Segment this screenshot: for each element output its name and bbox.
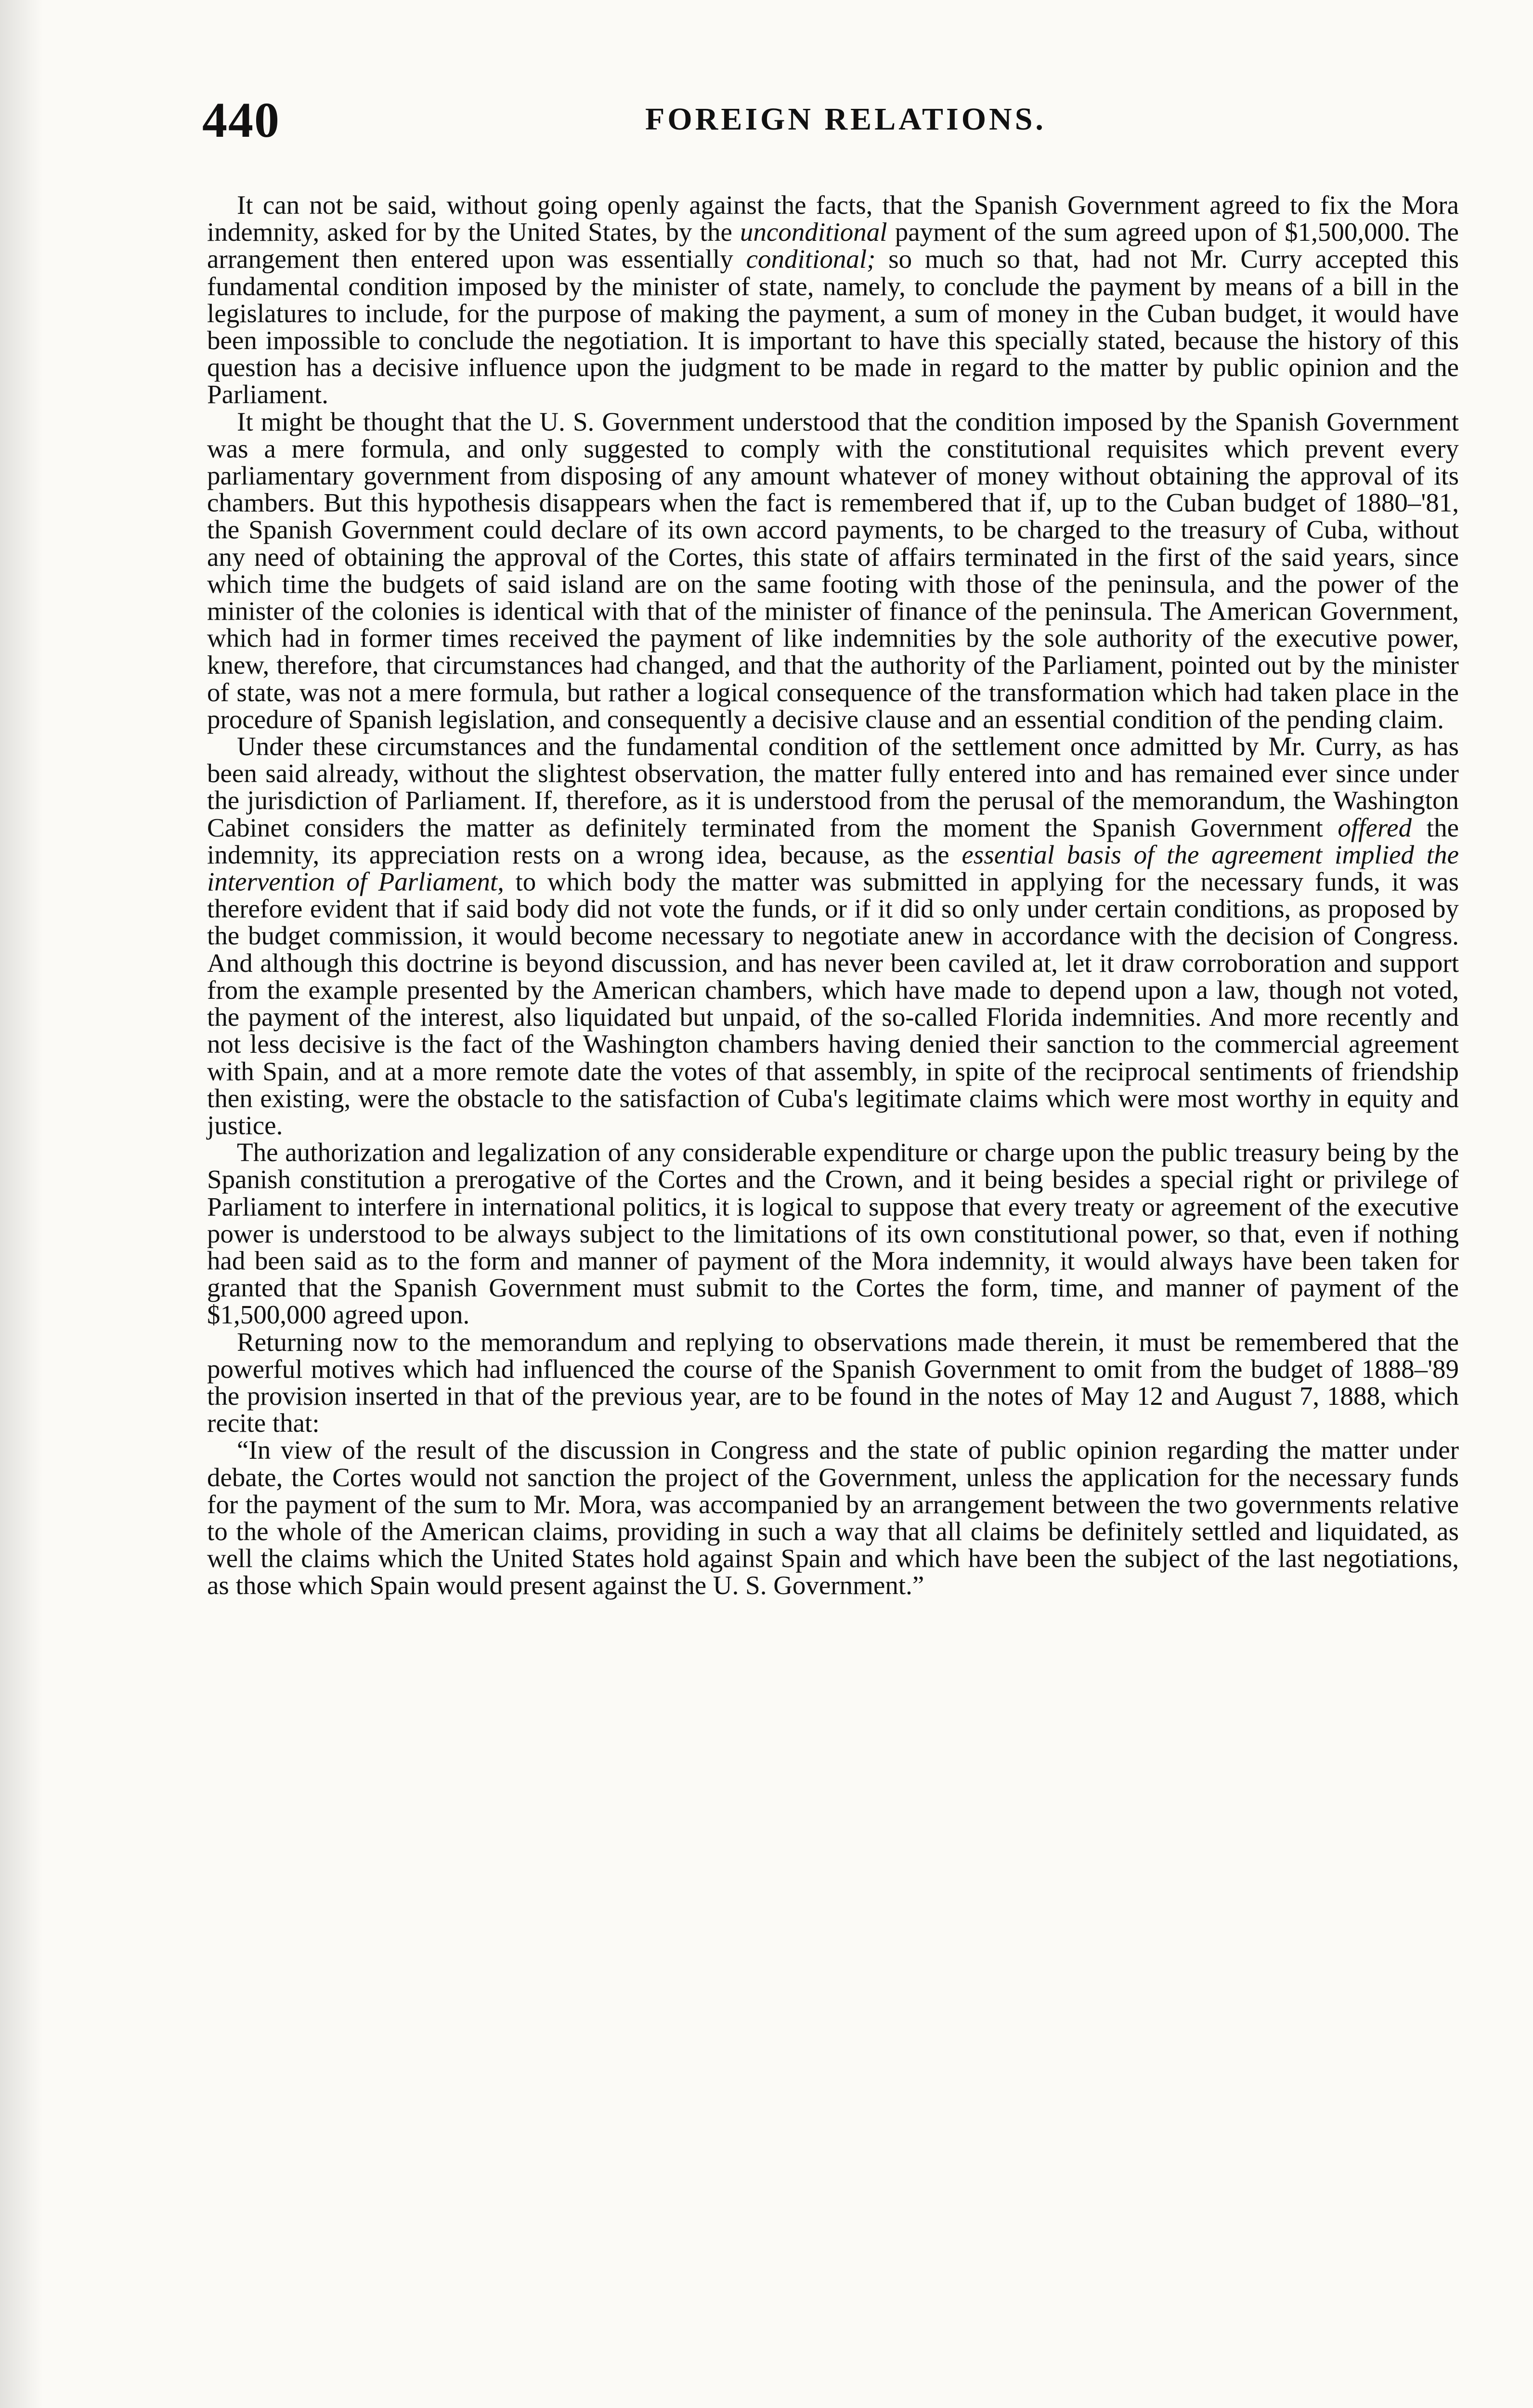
text-run: Under these circumstances and the fundamental condition of the settlement once admitted by Mr. Curry, as has been said already, without the slightest observation, the matter fully entered into and has remained ever since under the jurisdiction of Parliament. If, therefore, as it is understood from the perusal of the memorandum, the Washington Cabinet considers the matter as definitely terminated from the moment the Spanish Government xyxy=(207,732,1459,842)
paragraph xyxy=(207,733,1459,1139)
text-run: Returning now to the memorandum and replying to observations made therein, it must be remembered that the powerful motives which had influenced the course of the Spanish Government to omit from the budget of 1888–'89 the provision inserted in that of the previous year, are to be found in the notes of May 12 and August 7, 1888, which recite that: xyxy=(207,1327,1459,1438)
italic-text: essential basis of the agreement implied the intervention of Parliament, xyxy=(207,839,1459,897)
running-head-title: FOREIGN RELATIONS. xyxy=(645,102,1046,137)
text-run: It might be thought that the U. S. Government understood that the condition imposed by the Spanish Government was a mere formula, and only suggested to comply with the constitutional requisites which prevent every parliamentary government from disposing of any amount whatever of money without obtaining the approval of its chambers. But this hypothesis disappears when the fact is remembered that if, up to the Cuban budget of 1880–'81, the Spanish Government could declare of its own accord payments, to be charged to the treasury of Cuba, without any need of obtaining the approval of the Cortes, this state of affairs terminated in the first of the said years, since which time the budgets of said island are on the same footing with those of the peninsula, and the power of the minister of the colonies is identical with that of the minister of finance of the peninsula. The American Government, which had in former times received the payment of like indemnities by the sole authority of the executive power, knew, therefore, that circumstances had changed, and that the authority of the Parliament, pointed out by the minister of state, was not a mere formula, but rather a logical consequence of the transformation which had taken place in the procedure of Spanish legislation, and consequently a decisive clause and an essential condition of the pending claim. xyxy=(207,406,1459,734)
text-run: “In view of the result of the discussion in Congress and the state of public opinion regarding the matter under debate, the Cortes would not sanction the project of the Government, unless the application for the necessary funds for the payment of the sum to Mr. Mora, was accompanied by an arrangement between the two governments relative to the whole of the American claims, providing in such a way that all claims be definitely settled and liquidated, as well the claims which the United States hold against Spain and which have been the subject of the last negotiations, as those which Spain would present against the U. S. Government.” xyxy=(207,1435,1459,1600)
text-run: The authorization and legalization of any considerable expenditure or charge upon the public treasury being by the Spanish constitution a prerogative of the Cortes and the Crown, and it being besides a special right or privilege of Parliament to interfere in international politics, it is logical to suppose that every treaty or agreement of the executive power is understood to be always subject to the limitations of its own constitutional power, so that, even if nothing had been said as to the form and manner of payment of the Mora indemnity, it would always have been taken for granted that the Spanish Government must submit to the Cortes the form, time, and manner of payment of the $1,500,000 agreed upon. xyxy=(207,1138,1459,1330)
page-number: 440 xyxy=(202,92,280,148)
text-run: so much so that, had not Mr. Curry accepted this fundamental condition imposed by the minister of state, namely, to conclude the payment by means of a bill in the legislatures to include, for the purpose of making the payment, a sum of money in the Cuban budget, it would have been impossible to conclude the negotiation. It is important to have this specially stated, because the history of this question has a decisive influence upon the judgment to be made in regard to the matter by public opinion and the Parliament. xyxy=(207,244,1459,409)
italic-text: unconditional xyxy=(740,217,887,247)
text-run: It can not be said, without going openly against the facts, that the Spanish Government agreed to fix the Mora indemnity, asked for by the United States, by the xyxy=(207,190,1459,247)
text-run: payment of the sum agreed upon of $1,500,000. The arrangement then entered upon was essentially xyxy=(207,217,1459,274)
quoted-paragraph xyxy=(207,1437,1459,1599)
paragraph xyxy=(207,1139,1459,1328)
text-run: the indemnity, its appreciation rests on a wrong idea, because, as the xyxy=(207,812,1459,869)
italic-text: conditional; xyxy=(746,244,876,274)
italic-text: offered xyxy=(1338,812,1412,842)
body-text xyxy=(207,192,1459,1599)
text-run: to which body the matter was submitted in applying for the necessary funds, it was therefore evident that if said body did not vote the funds, or if it did so only under certain conditions, as proposed by the budget commission, it would become necessary to negotiate anew in accordance with the decision of Congress. And although this doctrine is beyond discussion, and has never been caviled at, let it draw corroboration and support from the example presented by the American chambers, which have made to depend upon a law, though not voted, the payment of the interest, also liquidated but unpaid, of the so-called Florida indemnities. And more recently and not less decisive is the fact of the Washington chambers having denied their sanction to the commercial agreement with Spain, and at a more remote date the votes of that assembly, in spite of the reciprocal sentiments of friendship then existing, were the obstacle to the satisfaction of Cuba's legitimate claims which were most worthy in equity and justice. xyxy=(207,867,1459,1140)
paragraph xyxy=(207,1329,1459,1437)
page-header xyxy=(202,92,1473,159)
paragraph xyxy=(207,408,1459,733)
paragraph xyxy=(207,192,1459,408)
